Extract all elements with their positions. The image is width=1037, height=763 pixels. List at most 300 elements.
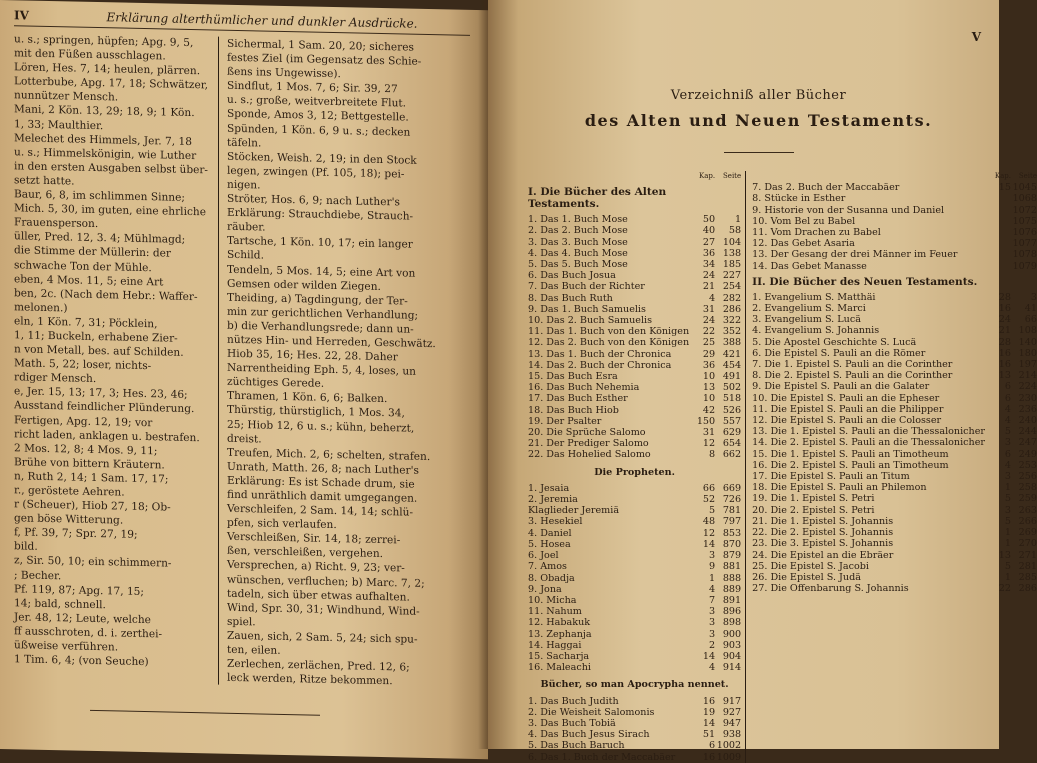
glossary-line: Spünden, 1 Kön. 6, 9 u. s.; decken (227, 122, 411, 139)
toc-entry (528, 516, 741, 527)
glossary-line: Erklärung: Strauchdiebe, Strauch- (227, 206, 414, 223)
glossary-line: 25; Hiob 12, 6 u. s.; kühn, beherzt, (227, 418, 415, 435)
toc-entry (528, 360, 741, 371)
chapter-count: 36 (702, 359, 716, 371)
chapter-count: 50 (702, 214, 716, 226)
book-name: 5. Die Apostel Geschichte S. Lucä (752, 336, 917, 348)
page-number: 286 (722, 303, 742, 315)
chapter-count: 21 (998, 325, 1011, 337)
toc-entry (528, 259, 741, 270)
book-name: 4. Das Buch Jesus Sirach (528, 729, 650, 741)
glossary-line: tadeln, sich über etwas aufhalten. (227, 587, 410, 604)
page-number: 259 (1018, 493, 1037, 505)
book-name: 5. Hosea (528, 538, 571, 550)
chapter-count: 22 (998, 583, 1011, 595)
glossary-line: Frauensperson. (14, 216, 99, 231)
toc-entry (528, 696, 741, 707)
book-name: 22. Das Hohelied Salomo (528, 449, 651, 461)
book-name: 3. Hesekiel (528, 516, 583, 528)
chapter-count: 16 (702, 695, 716, 707)
glossary-line: schwache Ton der Mühle. (14, 258, 152, 274)
book-name: 9. Das 1. Buch Samuelis (528, 303, 646, 315)
book-name: 8. Obadja (528, 572, 575, 584)
book-name: 3. Das 3. Buch Mose (528, 236, 628, 248)
toc-entry (752, 348, 1037, 359)
glossary-line: n von Metall, bes. auf Schilden. (14, 343, 184, 359)
toc-entry (528, 606, 741, 617)
toc-entry (528, 237, 741, 248)
glossary-line: Ströter, Hos. 6, 9; nach Luther's (227, 192, 400, 209)
page-number: 898 (722, 617, 742, 629)
glossary-line: Zauen, sich, 2 Sam. 5, 24; sich spu- (227, 629, 418, 646)
book-name: 6. Die Epistel S. Pauli an die Römer (752, 347, 926, 359)
column-heads (528, 171, 741, 182)
chapter-count: 29 (702, 348, 716, 360)
toc-title-line2: des Alten und Neuen Testaments. (584, 111, 933, 130)
book-name: 17. Die Epistel S. Pauli an Titum (752, 471, 910, 483)
page-number: 388 (722, 337, 742, 349)
toc-entry (528, 337, 741, 348)
book-name: 13. Das 1. Buch der Chronica (528, 348, 672, 360)
chapter-count: 5 (709, 505, 716, 517)
toc-entry (528, 304, 741, 315)
glossary-line: ßens ins Ungewisse). (227, 65, 341, 81)
book-name: 9. Jona (528, 583, 562, 595)
toc-entry (528, 505, 741, 516)
page-number: 629 (722, 427, 742, 439)
toc-entry (752, 561, 1037, 572)
page-number: 140 (1018, 336, 1037, 348)
toc-entry (752, 381, 1037, 392)
book-name: Klaglieder Jeremiä (528, 505, 620, 517)
book-name: 10. Micha (528, 594, 577, 606)
glossary-line: rdiger Mensch. (14, 371, 97, 386)
book-name: 1. Das Buch Judith (528, 695, 619, 707)
chapter-count: 3 (709, 617, 716, 629)
page-number: 891 (722, 594, 742, 606)
book-name: 13. Die 1. Epistel S. Pauli an die Thessalonicher (752, 426, 985, 438)
toc-entry (528, 539, 741, 550)
page-number: 263 (1018, 504, 1037, 516)
chapter-count (985, 216, 1011, 227)
page-number: 947 (722, 717, 742, 729)
chapter-count: 2 (709, 639, 716, 651)
book-name: 2. Evangelium S. Marci (752, 303, 866, 315)
glossary-line: b) die Verhandlungsrede; dann un- (227, 319, 414, 336)
book-name: 2. Das 2. Buch Mose (528, 225, 628, 237)
page-number: 669 (722, 482, 742, 494)
glossary-line: Unrath, Matth. 26, 8; nach Luther's (227, 460, 419, 477)
toc-entry (752, 314, 1037, 325)
toc-entry (752, 193, 1037, 204)
page-number: 66 (1024, 314, 1037, 326)
glossary-line: Math. 5, 22; loser, nichts- (14, 357, 152, 373)
book-name: 9. Die Epistel S. Pauli an die Galater (752, 381, 930, 393)
book-name: 20. Die 2. Epistel S. Petri (752, 504, 875, 516)
glossary-line: Hiob 35, 16; Hes. 22, 28. Daher (227, 347, 398, 364)
toc-entry (528, 729, 741, 740)
page-number: 258 (1018, 482, 1037, 494)
page-number: 853 (722, 527, 742, 539)
toc-entry (528, 561, 741, 572)
book-name: 4. Das 4. Buch Mose (528, 247, 628, 259)
page-number: 269 (1018, 527, 1037, 539)
page-number: 138 (722, 247, 742, 259)
right-page-number: V (971, 30, 981, 44)
chapter-count: 4 (1004, 403, 1011, 415)
chapter-count: 3 (709, 628, 716, 640)
page-number: 282 (722, 292, 742, 304)
glossary-line: mit den Füßen ausschlagen. (14, 47, 166, 63)
toc-entry (528, 416, 741, 427)
chapter-count: 14 (702, 650, 716, 662)
page-number: 244 (1018, 426, 1037, 438)
toc-entry (528, 740, 741, 751)
page-number: 654 (722, 438, 742, 450)
chapter-count: 3 (709, 550, 716, 562)
toc-entry (752, 359, 1037, 370)
book-name: 13. Zephanja (528, 628, 592, 640)
toc-entry (528, 707, 741, 718)
toc-entry (528, 371, 741, 382)
toc-entry (528, 573, 741, 584)
book-name: 1. Das 1. Buch Mose (528, 214, 628, 226)
book-name: 16. Das Buch Nehemia (528, 382, 640, 394)
glossary-line: z, Sir. 50, 10; ein schimmern- (14, 554, 172, 571)
glossary-line: dreist. (227, 432, 262, 446)
seite-head-right: Seite (1018, 172, 1037, 180)
page-number: 454 (722, 359, 742, 371)
page-number: 526 (722, 404, 742, 416)
book-name: 6. Joel (528, 550, 559, 562)
chapter-count: 25 (702, 337, 716, 349)
book-name: 26. Die Epistel S. Judä (752, 571, 861, 583)
glossary-line: ben, 2c. (Nach dem Hebr.: Waffer- (14, 286, 198, 303)
chapter-count: 13 (702, 382, 716, 394)
page-number: 58 (728, 225, 742, 237)
toc-entry (528, 584, 741, 595)
book-name: 3. Das Buch Tobiä (528, 717, 616, 729)
book-name: 17. Das Buch Esther (528, 393, 628, 405)
chapter-count: 40 (702, 225, 716, 237)
glossary-line: pfen, sich verlaufen. (227, 516, 337, 532)
subsection-apocrypha: Bücher, so man Apocrypha nennet. (540, 679, 729, 691)
toc-entry (752, 583, 1037, 594)
glossary-line: üller, Pred. 12, 3. 4; Mühlmagd; (14, 230, 186, 247)
chapter-count: 4 (709, 662, 716, 674)
glossary-line: züchtiges Gerede. (227, 376, 325, 391)
book-name: 7. Amos (528, 561, 567, 573)
page-number: 870 (722, 538, 742, 550)
page-number: 281 (1018, 560, 1037, 572)
toc-entry (752, 471, 1037, 482)
chapter-count: 8 (709, 449, 716, 461)
left-page-header (14, 8, 470, 36)
glossary-line: Mich. 5, 30, im guten, eine ehrliche (14, 202, 206, 219)
page-number: 904 (722, 650, 742, 662)
toc-entry (752, 261, 1037, 272)
section-new-testament: II. Die Bücher des Neuen Testaments. (752, 275, 978, 288)
book-name: 1. Evangelium S. Matthäi (752, 291, 876, 303)
book-name: 16. Die 2. Epistel S. Pauli an Timotheum (752, 459, 949, 471)
column-heads-right (752, 171, 1037, 182)
page-number: 781 (722, 505, 742, 517)
chapter-count: 48 (702, 516, 716, 528)
book-name: 7. Die 1. Epistel S. Pauli an die Corinther (752, 359, 953, 371)
book-name: 3. Evangelium S. Lucä (752, 314, 861, 326)
page-number: 900 (722, 628, 742, 640)
toc-entry (528, 640, 741, 651)
page-number: 1045 (1012, 182, 1037, 194)
glossary-line: legen, zwingen (Pf. 105, 18); pei- (227, 164, 405, 181)
book-name: 20. Die Sprüche Salomo (528, 427, 646, 439)
book-name: 2. Die Weisheit Salomonis (528, 706, 655, 718)
glossary-line: nigen. (227, 178, 261, 192)
book-name: 6. Das 1. Buch der Maccabäer (528, 751, 676, 763)
glossary-line: Zerlechen, zerlächen, Pred. 12, 6; (227, 657, 410, 674)
toc-entry (752, 482, 1037, 493)
chapter-count: 22 (702, 326, 716, 338)
toc-entry (752, 325, 1037, 336)
page-number: 888 (722, 572, 742, 584)
page-number: 271 (1018, 549, 1037, 561)
book-name: 4. Evangelium S. Johannis (752, 325, 880, 337)
glossary-line: ten, eilen. (227, 643, 281, 657)
glossary-line: gen böse Witterung. (14, 512, 124, 527)
toc-entry (752, 449, 1037, 460)
glossary-line: Schild. (227, 249, 264, 262)
glossary-line: Tartsche, 1 Kön. 10, 17; ein langer (227, 235, 413, 251)
toc-entry (752, 393, 1037, 404)
chapter-count: 4 (709, 292, 716, 304)
book-name: 12. Die Epistel S. Pauli an die Colosser (752, 415, 942, 427)
toc-entry (752, 437, 1037, 448)
page-number: 227 (722, 270, 742, 282)
book-name: 2. Jeremia (528, 494, 578, 506)
page-number: 286 (1018, 583, 1037, 595)
right-page (488, 0, 1037, 763)
page-number: 903 (722, 639, 742, 651)
book-name: 11. Die Epistel S. Pauli an die Philipper (752, 403, 944, 415)
glossary-line: Erklärung: Es ist Schade drum, sie (227, 474, 415, 491)
chapter-count: 42 (702, 404, 716, 416)
kap-head-right: Kap. (994, 172, 1011, 180)
glossary-line: r., geröstete Aehren. (14, 484, 125, 499)
glossary-line: Wind, Spr. 30, 31; Windhund, Wind- (227, 601, 420, 618)
glossary-line: Pf. 119, 87; Apg. 17, 15; (14, 582, 144, 598)
chapter-count: 6 (1004, 448, 1011, 460)
glossary-line: Tendeln, 5 Mos. 14, 5; eine Art von (227, 263, 416, 280)
glossary-line: 2 Mos. 12, 8; 4 Mos. 9, 11; (14, 442, 158, 458)
page-number: 557 (722, 415, 742, 427)
book-name: 10. Das 2. Buch Samuelis (528, 315, 653, 327)
book-name: 9. Historie von der Susanna und Daniel (752, 204, 945, 216)
book-name: 8. Das Buch Ruth (528, 292, 613, 304)
book-name: 19. Die 1. Epistel S. Petri (752, 493, 875, 505)
page-number: 285 (1018, 571, 1037, 583)
page-number: 1078 (1012, 249, 1037, 261)
chapter-count: 28 (998, 291, 1011, 303)
book-name: 12. Habakuk (528, 617, 591, 629)
toc-entry (752, 550, 1037, 561)
book-name: 21. Der Prediger Salomo (528, 438, 649, 450)
chapter-count: 16 (998, 359, 1011, 371)
toc-entry (528, 248, 741, 259)
glossary-line: Sindflut, 1 Mos. 7, 6; Sir. 39, 27 (227, 80, 398, 96)
glossary-line: Thramen, 1 Kön. 6, 6; Balken. (227, 390, 388, 406)
toc-entry (528, 293, 741, 304)
book-name: 6. Das Buch Josua (528, 270, 616, 282)
chapter-count: 19 (702, 706, 716, 718)
page-number: 927 (722, 706, 742, 718)
glossary-line: eln, 1 Kön. 7, 31; Pöcklein, (14, 315, 158, 331)
chapter-count: 16 (702, 751, 716, 763)
glossary-columns (14, 32, 470, 690)
glossary-line: Theiding, a) Tagdingung, der Ter- (227, 291, 408, 308)
toc-columns (528, 171, 1037, 763)
chapter-count: 9 (709, 561, 716, 573)
page-number: 236 (1018, 403, 1037, 415)
glossary-line: ff ausschroten, d. i. zerthei- (14, 625, 163, 641)
chapter-count: 16 (998, 347, 1011, 359)
chapter-count: 6 (1004, 392, 1011, 404)
book-name: 7. Das Buch der Richter (528, 281, 645, 293)
glossary-column-right (218, 37, 470, 691)
book-name: 15. Sacharja (528, 650, 590, 662)
chapter-count: 66 (702, 482, 716, 494)
page-number: 270 (1018, 538, 1037, 550)
chapter-count: 3 (709, 606, 716, 618)
page-number: 3 (1030, 291, 1037, 303)
chapter-count (985, 193, 1011, 204)
toc-entry (528, 326, 741, 337)
chapter-count: 5 (1004, 515, 1011, 527)
book-name: 27. Die Offenbarung S. Johannis (752, 583, 909, 595)
glossary-line: Melechet des Himmels, Jer. 7, 18 (14, 131, 192, 148)
toc-entry (752, 205, 1037, 216)
glossary-line: Verschleißen, Sir. 14, 18; zerrei- (227, 531, 401, 547)
page-number: 1079 (1012, 260, 1037, 272)
left-running-title: Erklärung alterthümlicher und dunkler Ausdrücke. (106, 10, 418, 31)
section-old-testament: I. Die Bücher des Alten Testaments. (528, 186, 667, 211)
toc-entry (528, 315, 741, 326)
book-name: 18. Die Epistel S. Pauli an Philemon (752, 482, 927, 494)
book-name: 1. Jesaia (528, 482, 570, 494)
chapter-count: 4 (709, 583, 716, 595)
toc-entry (528, 651, 741, 662)
glossary-line: Treufen, Mich. 2, 6; schelten, strafen. (227, 446, 431, 463)
toc-entry (528, 438, 741, 449)
chapter-count: 13 (998, 549, 1011, 561)
chapter-count: 24 (702, 315, 716, 327)
book-name: 14. Haggai (528, 639, 582, 651)
chapter-count (985, 249, 1011, 260)
chapter-count: 5 (1004, 426, 1011, 438)
new-testament-list (752, 292, 1037, 594)
chapter-count: 31 (702, 303, 716, 315)
toc-column-right (746, 171, 1037, 763)
toc-entry (528, 382, 741, 393)
glossary-line: festes Ziel (im Gegensatz des Schie- (227, 51, 422, 68)
page-number: 224 (1018, 381, 1037, 393)
toc-entry (752, 238, 1037, 249)
chapter-count: 28 (998, 336, 1011, 348)
book-name: 5. Das 5. Buch Mose (528, 259, 628, 271)
chapter-count: 36 (702, 247, 716, 259)
glossary-line: leck werden, Ritze bekommen. (227, 671, 393, 688)
toc-entry (752, 292, 1037, 303)
glossary-line: r (Scheuer), Hiob 27, 18; Ob- (14, 498, 171, 514)
glossary-line: 1, 33; Maulthier. (14, 117, 104, 132)
chapter-count: 1 (1004, 482, 1011, 494)
book-name: 11. Vom Drachen zu Babel (752, 227, 881, 239)
chapter-count (985, 227, 1011, 238)
chapter-count: 52 (702, 494, 716, 506)
toc-entry (528, 214, 741, 225)
glossary-line: f, Pf. 39, 7; Spr. 27, 19; (14, 526, 138, 542)
glossary-line: u. s.; große, weitverbreitete Flut. (227, 94, 407, 110)
toc-entry (528, 225, 741, 236)
page-number: 254 (722, 281, 742, 293)
book-name: 19. Der Psalter (528, 415, 602, 427)
chapter-count: 6 (1004, 381, 1011, 393)
chapter-count: 12 (702, 438, 716, 450)
toc-entry (752, 303, 1037, 314)
glossary-line: Lotterbube, Apg. 17, 18; Schwätzer, (14, 75, 209, 92)
glossary-column-left (14, 32, 218, 685)
glossary-line: Stöcken, Weish. 2, 19; in den Stock (227, 150, 417, 167)
page-number: 256 (1018, 471, 1037, 483)
toc-entry (752, 227, 1037, 238)
page-number: 266 (1018, 515, 1037, 527)
page-number: 253 (1018, 459, 1037, 471)
book-name: 13. Der Gesang der drei Männer im Feuer (752, 249, 958, 261)
page-number: 104 (722, 236, 742, 248)
chapter-count (985, 238, 1011, 249)
glossary-line: Jer. 48, 12; Leute, welche (14, 611, 151, 627)
glossary-line: u. s.; springen, hüpfen; Apg. 9, 5, (14, 33, 194, 50)
page-number: 421 (722, 348, 742, 360)
glossary-line: spiel. (227, 615, 256, 629)
page-number: 41 (1024, 303, 1037, 315)
glossary-line: Versprechen, a) Richt. 9, 23; ver- (227, 559, 405, 575)
page-number: 917 (722, 695, 742, 707)
chapter-count: 16 (998, 303, 1011, 315)
glossary-line: Ausstand feindlicher Plünderung. (14, 399, 195, 416)
chapter-count: 31 (702, 427, 716, 439)
page-number: 1 (735, 214, 742, 226)
page-number: 1076 (1012, 227, 1037, 239)
book-name: 10. Die Epistel S. Pauli an die Epheser (752, 392, 940, 404)
page-number: 352 (722, 326, 742, 338)
page-number: 180 (1018, 347, 1037, 359)
toc-entry (528, 393, 741, 404)
chapter-count: 3 (1004, 471, 1011, 483)
page-number: 1072 (1012, 204, 1037, 216)
book-name: 11. Nahum (528, 606, 582, 618)
chapter-count: 24 (702, 270, 716, 282)
chapter-count: 14 (702, 538, 716, 550)
chapter-count: 4 (1004, 415, 1011, 427)
page-number: 1009 (716, 751, 742, 763)
book-name: 14. Die 2. Epistel S. Pauli an die Thessalonicher (752, 437, 985, 449)
toc-entry (752, 460, 1037, 471)
chapter-count: 34 (702, 259, 716, 271)
glossary-line: n, Ruth 2, 14; 1 Sam. 17, 17; (14, 470, 169, 486)
toc-entry (528, 595, 741, 606)
toc-entry (528, 449, 741, 460)
glossary-line: wünschen, verfluchen; b) Marc. 7, 2; (227, 573, 425, 590)
